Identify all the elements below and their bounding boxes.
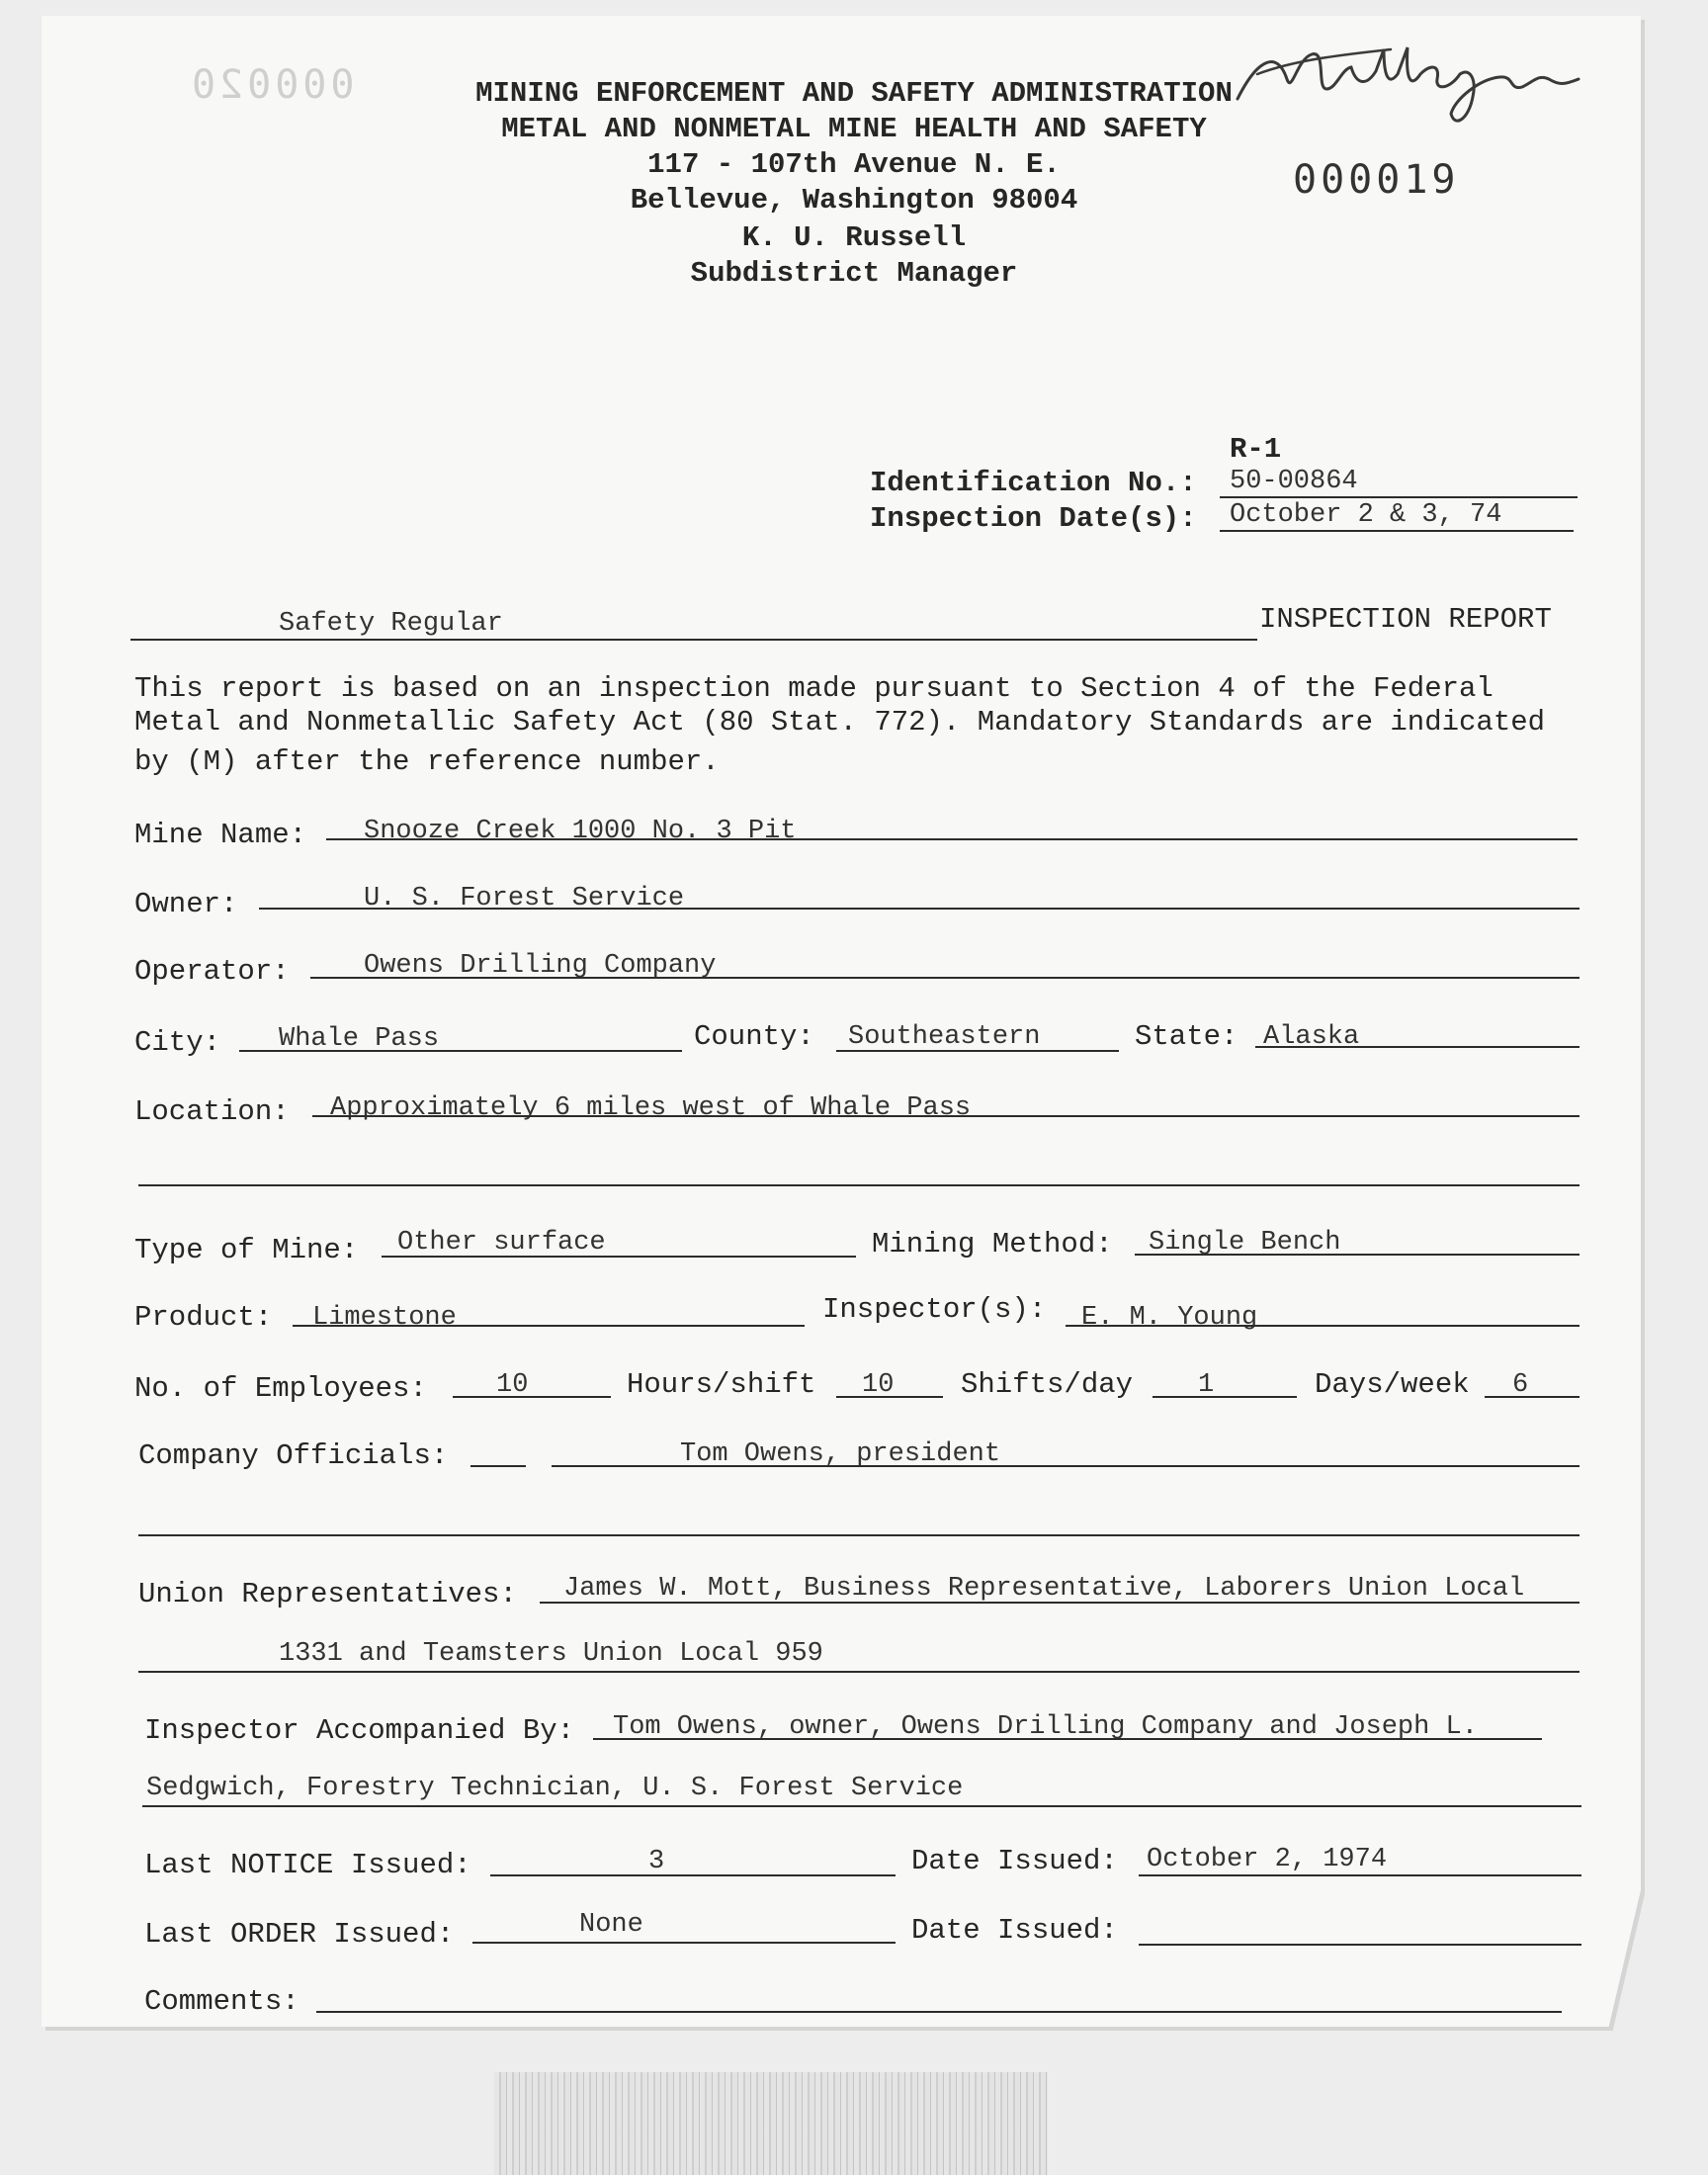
last-notice-line	[490, 1874, 896, 1876]
operator-value: Owens Drilling Company	[364, 951, 717, 981]
accompanied-by-line	[593, 1738, 1542, 1740]
last-order-line	[472, 1942, 896, 1944]
handwritten-signature	[1218, 20, 1593, 138]
header-manager-name: K. U. Russell	[741, 221, 967, 254]
inspectors-value: E. M. Young	[1081, 1303, 1258, 1333]
city-line	[239, 1050, 682, 1052]
union-reps-label: Union Representatives:	[138, 1578, 517, 1610]
notice-date-value: October 2, 1974	[1147, 1845, 1388, 1874]
state-value: Alaska	[1263, 1022, 1360, 1052]
hours-shift-value: 10	[862, 1370, 895, 1400]
employees-label: No. of Employees:	[134, 1372, 427, 1405]
company-officials-line	[552, 1465, 1580, 1467]
employees-value: 10	[496, 1370, 529, 1400]
employees-line	[453, 1396, 611, 1398]
hours-shift-line	[836, 1396, 943, 1398]
owner-value: U. S. Forest Service	[364, 884, 685, 914]
ident-date-label: Inspection Date(s):	[870, 502, 1197, 535]
last-notice-label: Last NOTICE Issued:	[144, 1849, 471, 1881]
days-week-value: 6	[1512, 1370, 1529, 1400]
product-value: Limestone	[312, 1303, 457, 1333]
hours-shift-label: Hours/shift	[627, 1368, 816, 1401]
mining-method-label: Mining Method:	[872, 1228, 1113, 1261]
scan-artifact	[494, 2072, 1048, 2175]
city-value: Whale Pass	[279, 1024, 440, 1054]
city-label: City:	[134, 1026, 221, 1059]
header-agency: MINING ENFORCEMENT AND SAFETY ADMINISTRATION	[475, 77, 1233, 110]
mine-name-value: Snooze Creek 1000 No. 3 Pit	[364, 817, 797, 846]
comments-label: Comments:	[144, 1985, 299, 2018]
inspectors-label: Inspector(s):	[822, 1293, 1047, 1326]
mine-name-line	[326, 838, 1578, 840]
accompanied-by-label: Inspector Accompanied By:	[144, 1714, 575, 1747]
mining-method-value: Single Bench	[1149, 1228, 1341, 1258]
intro-line-1: This report is based on an inspection made pursuant to Section 4 of the Federal	[134, 672, 1494, 705]
shifts-day-line	[1153, 1396, 1297, 1398]
intro-line-2: Metal and Nonmetallic Safety Act (80 Stat. 772). Mandatory Standards are indicated	[134, 706, 1546, 739]
type-of-mine-label: Type of Mine:	[134, 1234, 359, 1266]
company-officials-label: Company Officials:	[138, 1439, 449, 1472]
company-officials-dash	[470, 1465, 526, 1467]
order-date-label: Date Issued:	[911, 1914, 1118, 1947]
accompanied-by-value-1: Tom Owens, owner, Owens Drilling Company and Joseph L.	[613, 1712, 1478, 1742]
ident-prefix: R-1	[1230, 433, 1282, 466]
location-line	[312, 1115, 1580, 1117]
state-label: State:	[1135, 1020, 1238, 1053]
faint-document-number: 000020	[188, 62, 355, 108]
header-manager-title: Subdistrict Manager	[690, 257, 1018, 290]
location-value: Approximately 6 miles west of Whale Pass	[330, 1093, 972, 1123]
inspectors-line	[1066, 1325, 1580, 1327]
owner-line	[259, 908, 1580, 910]
last-notice-value: 3	[648, 1847, 665, 1876]
mining-method-line	[1135, 1254, 1580, 1256]
days-week-label: Days/week	[1315, 1368, 1470, 1401]
ident-date-line	[1220, 530, 1574, 532]
header-city-line: Bellevue, Washington 98004	[630, 184, 1078, 217]
mine-name-label: Mine Name:	[134, 819, 307, 851]
county-value: Southeastern	[848, 1022, 1041, 1052]
order-date-line	[1139, 1944, 1581, 1946]
notice-date-line	[1139, 1874, 1581, 1876]
union-reps-line-2	[138, 1671, 1580, 1673]
ident-id-label: Identification No.:	[870, 467, 1197, 499]
state-line	[1255, 1046, 1580, 1048]
union-reps-line	[540, 1602, 1580, 1604]
shifts-day-value: 1	[1198, 1370, 1215, 1400]
report-type-line	[130, 639, 1257, 641]
location-label: Location:	[134, 1095, 290, 1128]
county-label: County:	[694, 1020, 814, 1053]
location-line-2	[138, 1184, 1580, 1186]
company-officials-value: Tom Owens, president	[680, 1439, 1001, 1469]
product-label: Product:	[134, 1301, 273, 1334]
days-week-line	[1485, 1396, 1580, 1398]
type-of-mine-line	[382, 1256, 856, 1258]
union-reps-value-1: James W. Mott, Business Representative, Laborers Union Local	[563, 1574, 1525, 1604]
ident-id-line	[1220, 496, 1578, 498]
accompanied-by-value-2: Sedgwich, Forestry Technician, U. S. Forest Service	[146, 1774, 964, 1803]
intro-line-3: by (M) after the reference number.	[134, 745, 720, 778]
company-officials-line-2	[138, 1534, 1580, 1536]
ident-date-value: October 2 & 3, 74	[1230, 500, 1502, 530]
operator-line	[310, 977, 1580, 979]
shifts-day-label: Shifts/day	[961, 1368, 1134, 1401]
comments-line	[316, 2011, 1562, 2013]
operator-label: Operator:	[134, 955, 290, 988]
notice-date-label: Date Issued:	[911, 1845, 1118, 1877]
document-number-stamp: 000019	[1293, 157, 1460, 203]
header-street-text: 117 - 107th Avenue N. E.	[647, 148, 1061, 181]
accompanied-by-line-2	[142, 1805, 1581, 1807]
union-reps-value-2: 1331 and Teamsters Union Local 959	[279, 1639, 823, 1669]
type-of-mine-value: Other surface	[397, 1228, 606, 1258]
ident-id-value: 50-00864	[1230, 467, 1358, 496]
report-type-value: Safety Regular	[279, 609, 503, 639]
last-order-label: Last ORDER Issued:	[144, 1918, 455, 1951]
report-type-label: INSPECTION REPORT	[1259, 603, 1552, 636]
owner-label: Owner:	[134, 888, 238, 920]
header-division: METAL AND NONMETAL MINE HEALTH AND SAFETY	[501, 113, 1207, 145]
product-line	[293, 1325, 805, 1327]
county-line	[836, 1050, 1119, 1052]
last-order-value: None	[579, 1910, 643, 1940]
